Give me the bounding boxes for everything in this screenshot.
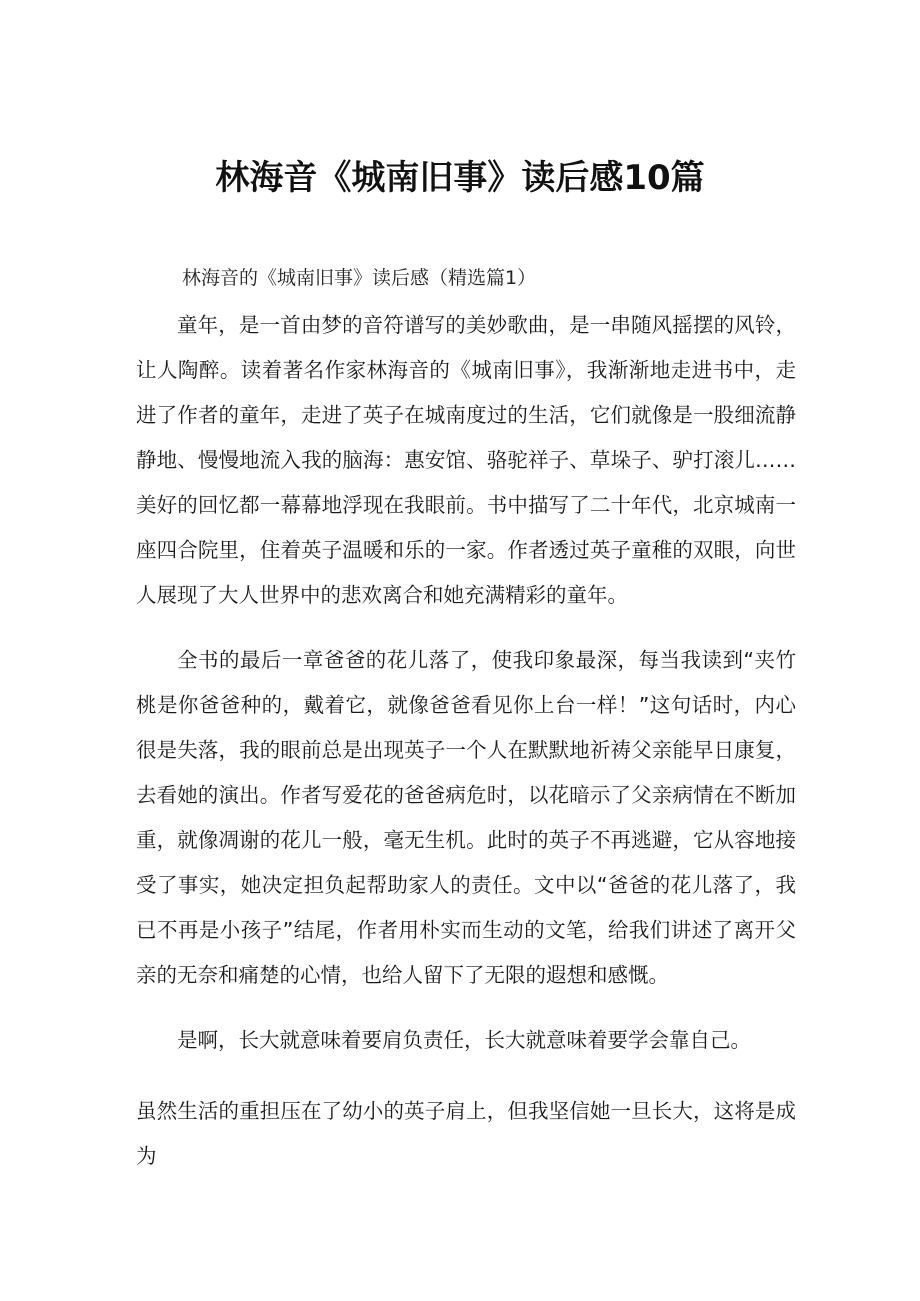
paragraph-1: 童年，是一首由梦的音符谱写的美妙歌曲，是一串随风摇摆的风铃，让人陶醉。读着著名作家林海音的《城南旧事》，我渐渐地走进书中，走进了作者的童年，走进了英子在城南度过的生活，它们就像是一股细流静静地、慢慢地流入我的脑海：惠安馆、骆驼祥子、草垛子、驴打滚儿……美好的回忆都一幕幕地浮现在我眼前。书中描写了二十年代，北京城南一座四合院里，住着英子温暖和乐的一家。作者透过英子童稚的双眼，向世人展现了大人世界中的悲欢离合和她充满精彩的童年。 (136, 313, 796, 607)
document-body (136, 303, 796, 1179)
section-heading: 林海音的《城南旧事》读后感（精选篇1） (182, 267, 537, 289)
paragraph-2: 全书的最后一章爸爸的花儿落了，使我印象最深，每当我读到“夹竹桃是你爸爸种的，戴着它，就像爸爸看见你上台一样！”这句话时，内心很是失落，我的眼前总是出现英子一个人在默默地祈祷父亲能早日康复，去看她的演出。作者写爱花的爸爸病危时，以花暗示了父亲病情在不断加重，就像凋谢的花儿一般，毫无生机。此时的英子不再逃避，它从容地接受了事实，她决定担负起帮助家人的责任。文中以“爸爸的花儿落了，我已不再是小孩子”结尾，作者用朴实而生动的文笔，给我们讲述了离开父亲的无奈和痛楚的心情，也给人留下了无限的遐想和感慨。 (136, 648, 796, 987)
paragraph-3: 是啊，长大就意味着要肩负责任，长大就意味着要学会靠自己。 (177, 1028, 751, 1052)
document-title: 林海音《城南旧事》读后感10篇 (215, 158, 705, 198)
paragraph-4: 虽然生活的重担压在了幼小的英子肩上，但我坚信她一旦长大，这将是成为 (136, 1099, 796, 1168)
